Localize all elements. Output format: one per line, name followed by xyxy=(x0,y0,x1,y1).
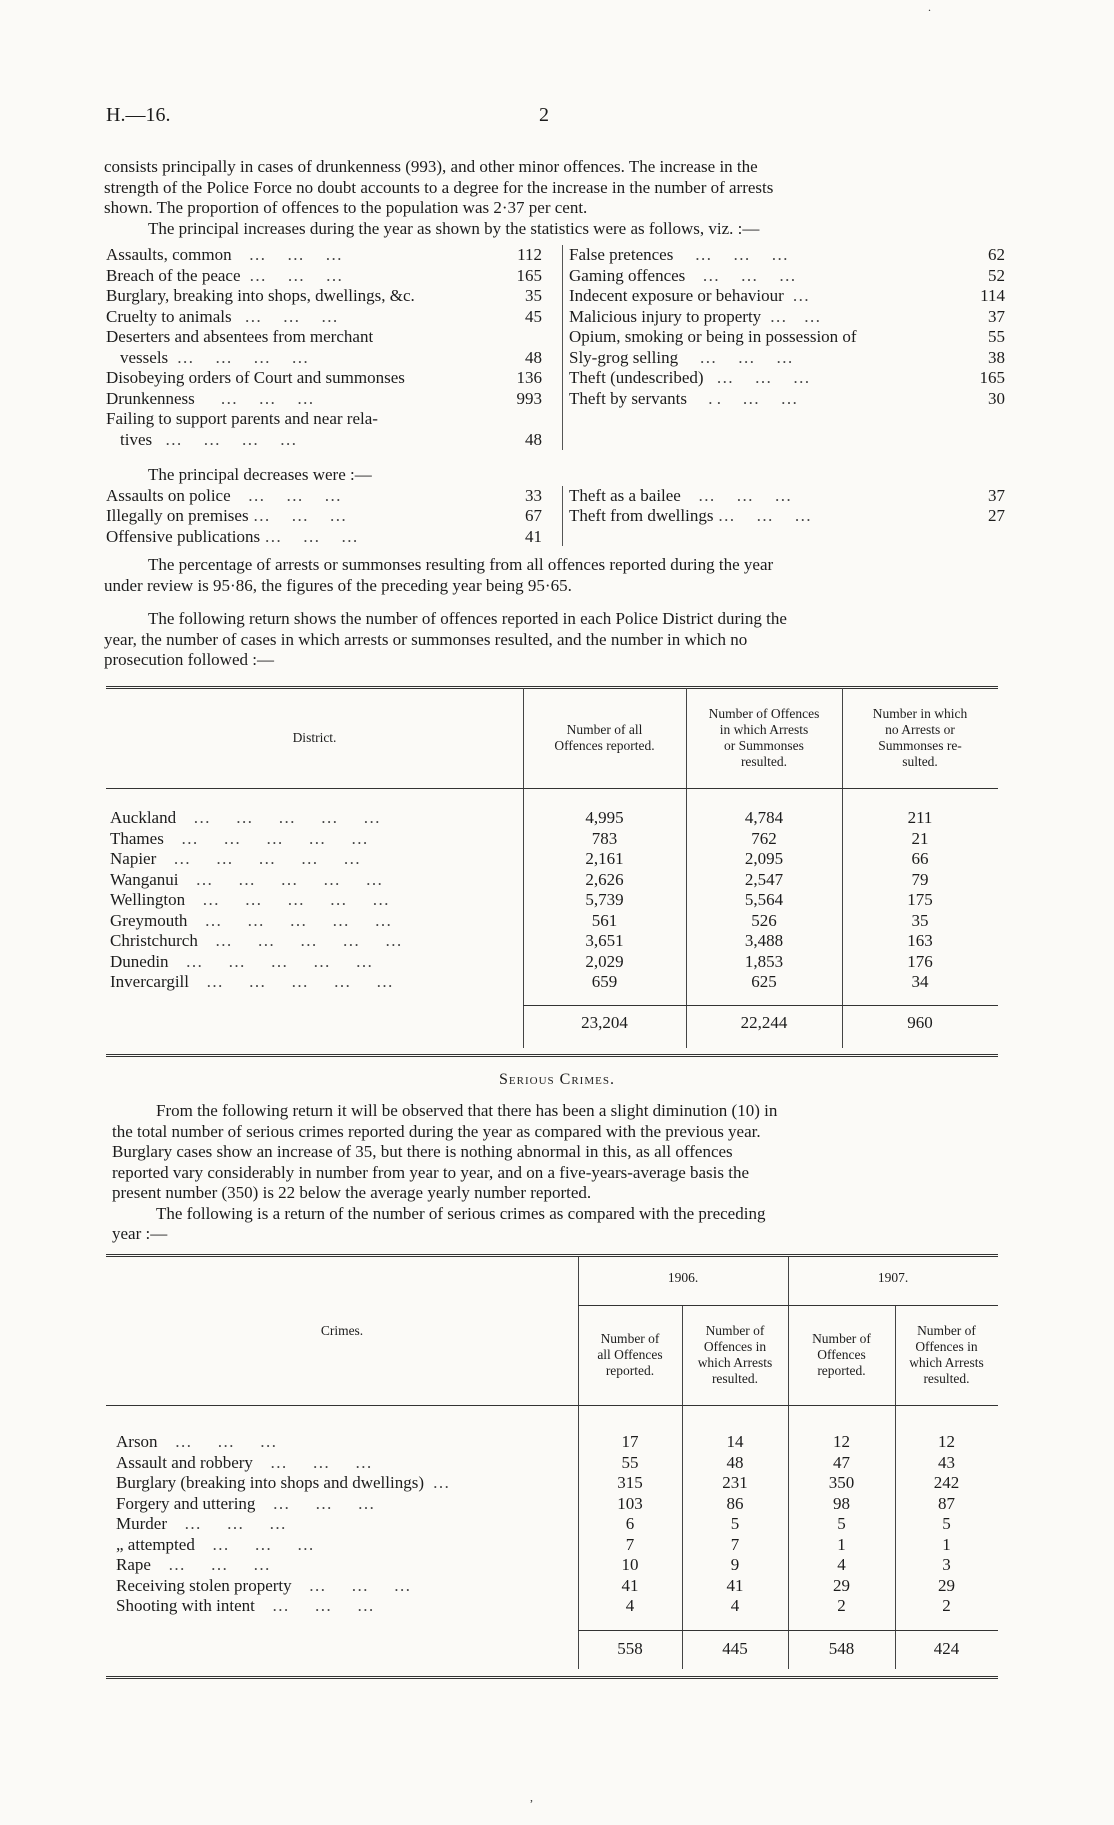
table-bottom-rule xyxy=(106,1054,998,1057)
arrests-1906-cell: 86 xyxy=(726,1493,744,1513)
page-number: 2 xyxy=(539,104,549,126)
no-arrests-cell: 176 xyxy=(907,951,933,971)
list-item: Assaults on police … … … 33 xyxy=(106,485,542,505)
total-1906-arrests: 445 xyxy=(722,1639,748,1658)
reported-1907-cell: 4 xyxy=(837,1555,846,1574)
district-name: Invercargill … … … … … xyxy=(110,972,393,991)
reported-1906-cell: 4 xyxy=(625,1596,635,1615)
table-row xyxy=(116,1473,998,1494)
reported-1907-cell: 1 xyxy=(837,1534,846,1554)
text-line: the total number of serious crimes reported during the year as compared with the previous year. xyxy=(112,1121,761,1141)
text-line: reported vary considerably in number from year to year, and on a five-years-average basis the xyxy=(112,1162,750,1182)
total-1907-arrests: 424 xyxy=(933,1639,960,1658)
table-row xyxy=(110,952,998,973)
list-item: Opium, smoking or being in possession of 55 xyxy=(569,327,1005,346)
district-header: District. xyxy=(292,730,337,745)
no-arrests-cell: 66 xyxy=(911,849,929,868)
arrests-cell: 762 xyxy=(751,828,777,848)
table-row xyxy=(110,808,998,829)
no-arrests-cell: 79 xyxy=(911,869,929,889)
arrests-1907-cell: 29 xyxy=(938,1575,955,1595)
arrests-cell: 2,095 xyxy=(744,849,784,868)
crimes-table-top-rule xyxy=(106,1254,998,1257)
crime-name: Burglary (breaking into shops and dwellings) … xyxy=(116,1473,450,1492)
reported-1907-cell: 2 xyxy=(837,1596,846,1615)
crime-name: Receiving stolen property … … … xyxy=(116,1575,411,1595)
arrests-1906-cell: 14 xyxy=(726,1432,744,1451)
crimes-table-bottom-rule xyxy=(106,1676,998,1679)
table-row xyxy=(110,829,998,850)
list-item: Theft by servants . . … … 30 xyxy=(569,388,1005,408)
total-reported: 23,204 xyxy=(581,1013,628,1032)
reported-1906-cell: 315 xyxy=(617,1473,643,1492)
scan-mark: . xyxy=(928,0,931,14)
reported-cell: 5,739 xyxy=(585,890,624,909)
header-rule xyxy=(106,788,998,789)
list-item: Theft as a bailee … … … 37 xyxy=(569,485,1005,505)
arrests-1906-cell: 7 xyxy=(730,1534,740,1554)
list-item: Malicious injury to property … … 37 xyxy=(569,306,1005,326)
district-name: Napier … … … … … xyxy=(110,849,361,868)
serious-paragraph xyxy=(112,1101,998,1245)
arrests-header: Number of Offences in which Arrests or Summonses resulted. xyxy=(708,706,820,769)
text-line xyxy=(104,219,996,240)
list-item: Drunkenness … … … 993 xyxy=(106,388,542,408)
table-row xyxy=(116,1535,998,1556)
crimes-header: Crimes. xyxy=(320,1323,364,1338)
list-item: False pretences … … … 62 xyxy=(569,245,1005,264)
reported-cell: 4,995 xyxy=(585,808,624,827)
list-item: vessels … … … … 48 xyxy=(120,347,542,367)
reported-1906-cell: 17 xyxy=(621,1432,639,1451)
report-code: H.—16. xyxy=(106,104,171,126)
list-item: Assaults, common … … … 112 xyxy=(106,245,542,264)
arrests-1906-header: Number of Offences in which Arrests resulted. xyxy=(697,1323,773,1386)
reported-1906-cell: 103 xyxy=(617,1493,643,1513)
no-arrests-header: Number in which no Arrests or Summonses re- sulted. xyxy=(872,706,968,769)
return-paragraph xyxy=(104,609,996,671)
list-item: Indecent exposure or behaviour … 114 xyxy=(569,286,1005,305)
reported-cell: 659 xyxy=(591,972,618,991)
district-table xyxy=(110,808,998,993)
reported-1907-cell: 12 xyxy=(833,1432,850,1451)
reported-cell: 783 xyxy=(591,828,618,848)
reported-1906-cell: 6 xyxy=(625,1514,635,1533)
list-item: Failing to support parents and near rela- xyxy=(106,409,378,428)
district-name: Dunedin … … … … … xyxy=(110,951,373,971)
arrests-1906-cell: 48 xyxy=(726,1452,744,1472)
arrests-1907-header: Number of Offences in which Arrests resulted. xyxy=(909,1323,984,1386)
reported-1907-cell: 5 xyxy=(837,1514,846,1533)
list-item: Deserters and absentees from merchant xyxy=(106,327,374,346)
district-name: Thames … … … … … xyxy=(110,828,368,848)
table-row xyxy=(110,849,998,870)
table-row xyxy=(116,1453,998,1474)
decreases-right-column xyxy=(562,486,1005,546)
arrests-1907-cell: 2 xyxy=(942,1596,951,1615)
district-name: Auckland … … … … … xyxy=(110,808,381,827)
district-name: Wanganui … … … … … xyxy=(110,869,383,889)
district-name: Greymouth … … … … … xyxy=(110,910,392,930)
decreases-intro: The principal decreases were :— xyxy=(148,465,372,484)
crime-name: „ attempted … … … xyxy=(116,1534,314,1554)
no-arrests-cell: 21 xyxy=(911,828,929,848)
table-row xyxy=(110,972,998,993)
list-item: Breach of the peace … … … 165 xyxy=(106,265,542,285)
reported-1907-cell: 98 xyxy=(833,1493,850,1513)
list-item: Offensive publications … … … 41 xyxy=(106,526,542,546)
crime-name: Arson … … … xyxy=(116,1432,277,1451)
table-row xyxy=(116,1514,998,1535)
total-1907-reported: 548 xyxy=(828,1639,855,1658)
reported-1906-cell: 55 xyxy=(621,1452,639,1472)
list-item: Burglary, breaking into shops, dwellings, &c. 35 xyxy=(106,286,542,305)
reported-1906-header: Number of all Offences reported. xyxy=(597,1331,663,1378)
crime-name: Shooting with intent … … … xyxy=(116,1596,374,1615)
table-row xyxy=(116,1596,998,1617)
district-name: Christchurch … … … … … xyxy=(110,931,402,950)
table-row xyxy=(110,931,998,952)
table-row xyxy=(116,1432,998,1453)
arrests-1907-cell: 12 xyxy=(938,1432,955,1451)
reported-1907-cell: 350 xyxy=(828,1473,855,1492)
increases-left-column xyxy=(106,245,542,450)
list-item: tives … … … … 48 xyxy=(120,429,542,449)
year-header-rule xyxy=(578,1305,998,1306)
increases-right-column xyxy=(562,245,1005,450)
total-rule xyxy=(523,1005,998,1006)
total-1906-reported: 558 xyxy=(617,1639,643,1658)
reported-cell: 2,161 xyxy=(585,849,624,868)
arrests-cell: 625 xyxy=(751,972,777,991)
arrests-1906-cell: 231 xyxy=(722,1473,748,1492)
arrests-1907-cell: 3 xyxy=(942,1555,951,1574)
arrests-cell: 1,853 xyxy=(744,951,784,971)
scan-mark: , xyxy=(530,1790,533,1804)
crime-name: Assault and robbery … … … xyxy=(116,1452,372,1472)
reported-1907-header: Number of Offences reported. xyxy=(812,1331,871,1378)
text-line: prosecution followed :— xyxy=(104,650,274,669)
section-heading: Serious Crimes. xyxy=(499,1071,615,1088)
reported-header: Number of all Offences reported. xyxy=(554,722,655,753)
list-item: Theft from dwellings … … … 27 xyxy=(569,506,1005,525)
text-line: Burglary cases show an increase of 35, but there is nothing abnormal in this, as all offences xyxy=(112,1142,733,1161)
arrests-1906-cell: 4 xyxy=(730,1596,740,1615)
crimes-header-rule xyxy=(106,1405,998,1406)
table-row xyxy=(116,1576,998,1597)
text-line: year :— xyxy=(112,1224,168,1243)
reported-cell: 2,029 xyxy=(585,951,624,971)
reported-cell: 561 xyxy=(591,910,618,930)
reported-cell: 3,651 xyxy=(585,931,624,950)
arrests-cell: 5,564 xyxy=(744,890,784,909)
text-line: shown. The proportion of offences to the population was 2·37 per cent. xyxy=(104,198,588,217)
no-arrests-cell: 35 xyxy=(911,910,929,930)
percentage-paragraph xyxy=(104,555,996,596)
decreases-list xyxy=(106,465,1005,555)
decreases-left-column xyxy=(106,486,542,548)
reported-1907-cell: 29 xyxy=(833,1575,850,1595)
increases-intro: The principal increases during the year as shown by the statistics were as follows, viz. :— xyxy=(148,218,760,238)
crime-name: Murder … … … xyxy=(116,1514,286,1533)
list-item: Theft (undescribed) … … … 165 xyxy=(569,368,1005,387)
table-top-rule xyxy=(106,686,998,689)
arrests-1907-cell: 5 xyxy=(942,1514,951,1533)
reported-cell: 2,626 xyxy=(585,869,624,889)
no-arrests-cell: 211 xyxy=(907,808,933,827)
no-arrests-cell: 175 xyxy=(907,890,933,909)
list-item: Cruelty to animals … … … 45 xyxy=(106,306,542,326)
table-row xyxy=(110,911,998,932)
crimes-total-rule xyxy=(578,1630,998,1631)
arrests-1906-cell: 9 xyxy=(730,1555,740,1574)
crimes-table xyxy=(116,1432,998,1617)
total-arrests: 22,244 xyxy=(740,1013,788,1032)
increases-list xyxy=(106,245,1005,455)
arrests-cell: 2,547 xyxy=(744,869,784,889)
year-1906-header: 1906. xyxy=(667,1270,699,1285)
list-item: Disobeying orders of Court and summonses 136 xyxy=(106,368,542,387)
crime-name: Forgery and uttering … … … xyxy=(116,1493,375,1513)
text-line: The following is a return of the number of serious crimes as compared with the preceding xyxy=(156,1203,766,1223)
arrests-cell: 4,784 xyxy=(744,808,784,827)
text-line: The following return shows the number of offences reported in each Police District during the xyxy=(148,609,787,628)
table-row xyxy=(116,1555,998,1576)
no-arrests-cell: 163 xyxy=(907,931,933,950)
text-line: year, the number of cases in which arrests or summonses resulted, and the number in which no xyxy=(104,629,748,649)
arrests-1906-cell: 5 xyxy=(730,1514,740,1533)
text-line: consists principally in cases of drunkenness (993), and other minor offences. The increase in the xyxy=(104,157,758,176)
reported-1906-cell: 10 xyxy=(621,1555,639,1574)
total-no-arrests: 960 xyxy=(907,1013,933,1032)
table-row xyxy=(116,1494,998,1515)
table-row xyxy=(110,870,998,891)
arrests-1907-cell: 43 xyxy=(938,1452,955,1472)
district-name: Wellington … … … … … xyxy=(110,890,390,909)
no-arrests-cell: 34 xyxy=(911,972,929,991)
text-line: From the following return it will be observed that there has been a slight diminution (10) in xyxy=(156,1101,778,1120)
list-item: Illegally on premises … … … 67 xyxy=(106,506,542,525)
arrests-1906-cell: 41 xyxy=(726,1575,744,1595)
list-item: Sly-grog selling … … … 38 xyxy=(569,347,1005,367)
arrests-cell: 526 xyxy=(751,910,777,930)
reported-1906-cell: 7 xyxy=(625,1534,635,1554)
reported-1907-cell: 47 xyxy=(833,1452,850,1472)
intro-paragraph xyxy=(104,157,996,239)
text-line: under review is 95·86, the figures of the preceding year being 95·65. xyxy=(104,575,572,595)
text-line: strength of the Police Force no doubt accounts to a degree for the increase in the number of arrests xyxy=(104,177,774,197)
crime-name: Rape … … … xyxy=(116,1555,270,1574)
arrests-1907-cell: 1 xyxy=(942,1534,951,1554)
year-1907-header: 1907. xyxy=(877,1270,909,1285)
table-row xyxy=(110,890,998,911)
list-item: Gaming offences … … … 52 xyxy=(569,265,1005,285)
text-line: The percentage of arrests or summonses resulting from all offences reported during the year xyxy=(148,555,774,574)
arrests-1907-cell: 87 xyxy=(938,1493,955,1513)
arrests-cell: 3,488 xyxy=(744,931,784,950)
arrests-1907-cell: 242 xyxy=(933,1473,960,1492)
text-line: present number (350) is 22 below the average yearly number reported. xyxy=(112,1183,592,1202)
reported-1906-cell: 41 xyxy=(621,1575,639,1595)
